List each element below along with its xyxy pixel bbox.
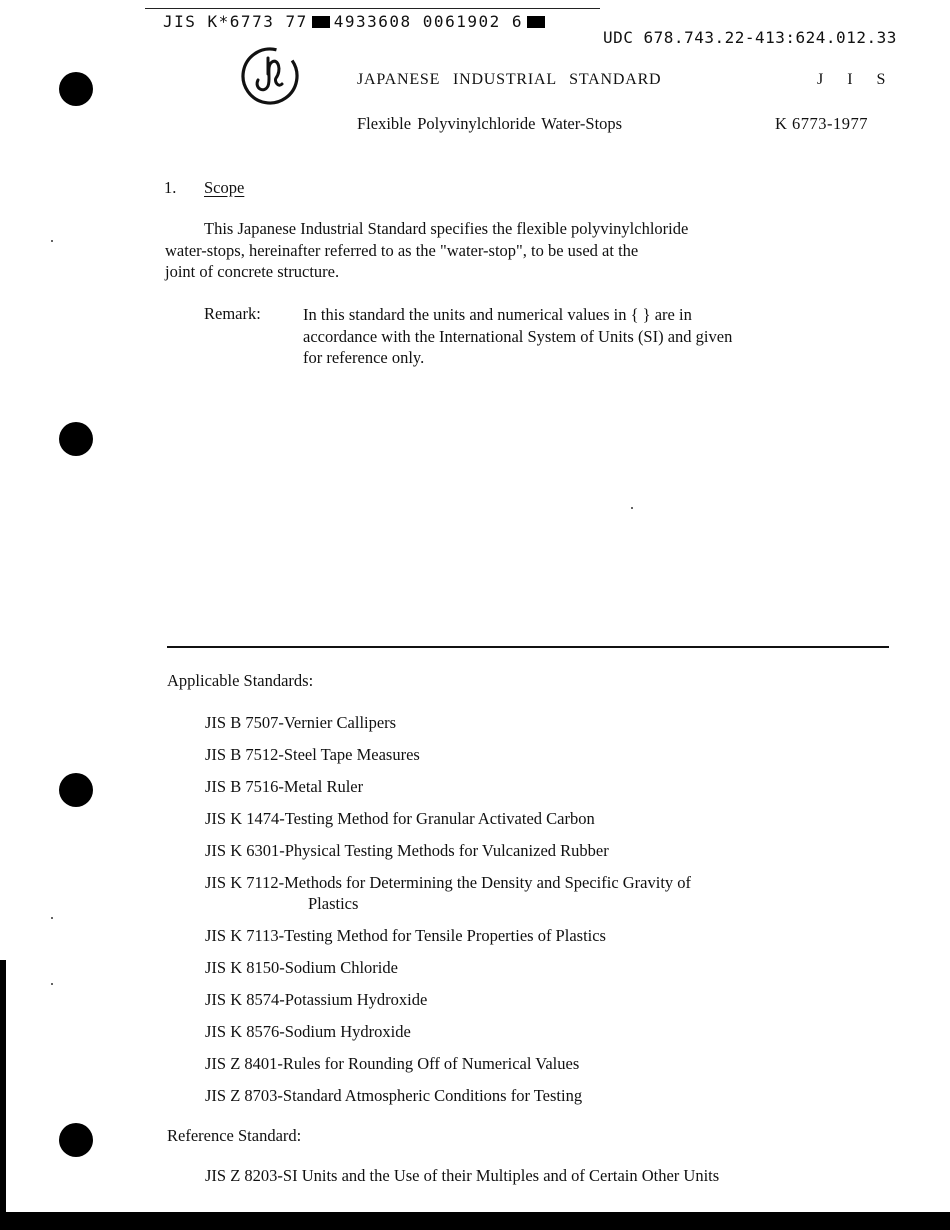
standard-entry: JIS B 7516-Metal Ruler xyxy=(205,777,364,796)
redaction-block xyxy=(312,16,330,28)
reference-standard-heading: Reference Standard: xyxy=(167,1126,302,1145)
punch-hole xyxy=(59,1123,93,1157)
standard-entry: JIS Z 8401-Rules for Rounding Off of Numerical Values xyxy=(205,1054,580,1073)
applicable-standards-heading: Applicable Standards: xyxy=(167,671,314,690)
section-divider xyxy=(167,646,889,648)
punch-hole xyxy=(59,422,93,456)
remark-line: In this standard the units and numerical values in { } are in xyxy=(303,305,692,324)
remark-label: Remark: xyxy=(204,304,261,323)
jis-mark-icon xyxy=(238,44,302,108)
list-item xyxy=(205,712,895,733)
scan-speck xyxy=(51,917,53,919)
standard-entry-continuation: Plastics xyxy=(308,894,359,913)
scan-speck xyxy=(51,983,53,985)
standard-entry: JIS K 7113-Testing Method for Tensile Properties of Plastics xyxy=(205,926,606,945)
document-code-part2: 4933608 0061902 6 xyxy=(333,12,523,31)
section-number: 1. xyxy=(164,178,177,197)
list-item xyxy=(205,1053,895,1074)
list-item xyxy=(205,744,895,765)
scan-bottom-edge xyxy=(0,1212,950,1230)
redaction-block xyxy=(527,16,545,28)
reference-standard-entry: JIS Z 8203-SI Units and the Use of their Multiples and of Certain Other Units xyxy=(205,1166,720,1185)
jis-label: J I S xyxy=(817,71,896,88)
udc-code: UDC 678.743.22-413:624.012.33 xyxy=(603,28,897,47)
document-code-part1: JIS K*6773 77 xyxy=(163,12,308,31)
standard-entry: JIS K 6301-Physical Testing Methods for Vulcanized Rubber xyxy=(205,841,609,860)
list-item xyxy=(205,872,895,914)
scan-left-edge xyxy=(0,960,6,1230)
punch-hole xyxy=(59,72,93,106)
list-item xyxy=(205,1085,895,1106)
document-code-line xyxy=(163,12,549,31)
standard-entry: JIS Z 8703-Standard Atmospheric Conditions for Testing xyxy=(205,1086,583,1105)
list-item xyxy=(205,957,895,978)
standard-entry: JIS K 8150-Sodium Chloride xyxy=(205,958,398,977)
remark-line: accordance with the International System of Units (SI) and given xyxy=(303,326,733,346)
scan-speck xyxy=(631,507,633,509)
applicable-standards-list xyxy=(205,712,895,1117)
list-item xyxy=(205,925,895,946)
standard-entry: JIS K 7112-Methods for Determining the Density and Specific Gravity of xyxy=(205,873,692,892)
standard-entry: JIS K 8576-Sodium Hydroxide xyxy=(205,1022,411,1041)
section-title: Scope xyxy=(204,178,245,197)
remark-text xyxy=(303,304,873,369)
standard-entry: JIS B 7512-Steel Tape Measures xyxy=(205,745,420,764)
standard-entry: JIS B 7507-Vernier Callipers xyxy=(205,713,397,732)
punch-hole xyxy=(59,773,93,807)
list-item xyxy=(205,840,895,861)
standard-header-title: JAPANESE INDUSTRIAL STANDARD xyxy=(357,71,662,88)
list-item xyxy=(205,1021,895,1042)
scope-paragraph xyxy=(165,218,845,283)
standard-entry: JIS K 8574-Potassium Hydroxide xyxy=(205,990,428,1009)
standard-entry: JIS K 1474-Testing Method for Granular Activated Carbon xyxy=(205,809,595,828)
list-item xyxy=(205,776,895,797)
paragraph-line: joint of concrete structure. xyxy=(165,262,340,281)
remark-line: for reference only. xyxy=(303,348,425,367)
list-item xyxy=(205,989,895,1010)
standard-number: K 6773-1977 xyxy=(775,114,869,133)
paragraph-line: water-stops, hereinafter referred to as the "water-stop", to be used at the xyxy=(165,240,639,260)
top-scan-rule xyxy=(145,8,600,9)
scan-speck xyxy=(51,240,53,242)
standard-subtitle: Flexible Polyvinylchloride Water-Stops xyxy=(357,114,623,133)
list-item xyxy=(205,808,895,829)
paragraph-line: This Japanese Industrial Standard specifies the flexible polyvinylchloride xyxy=(204,219,689,238)
